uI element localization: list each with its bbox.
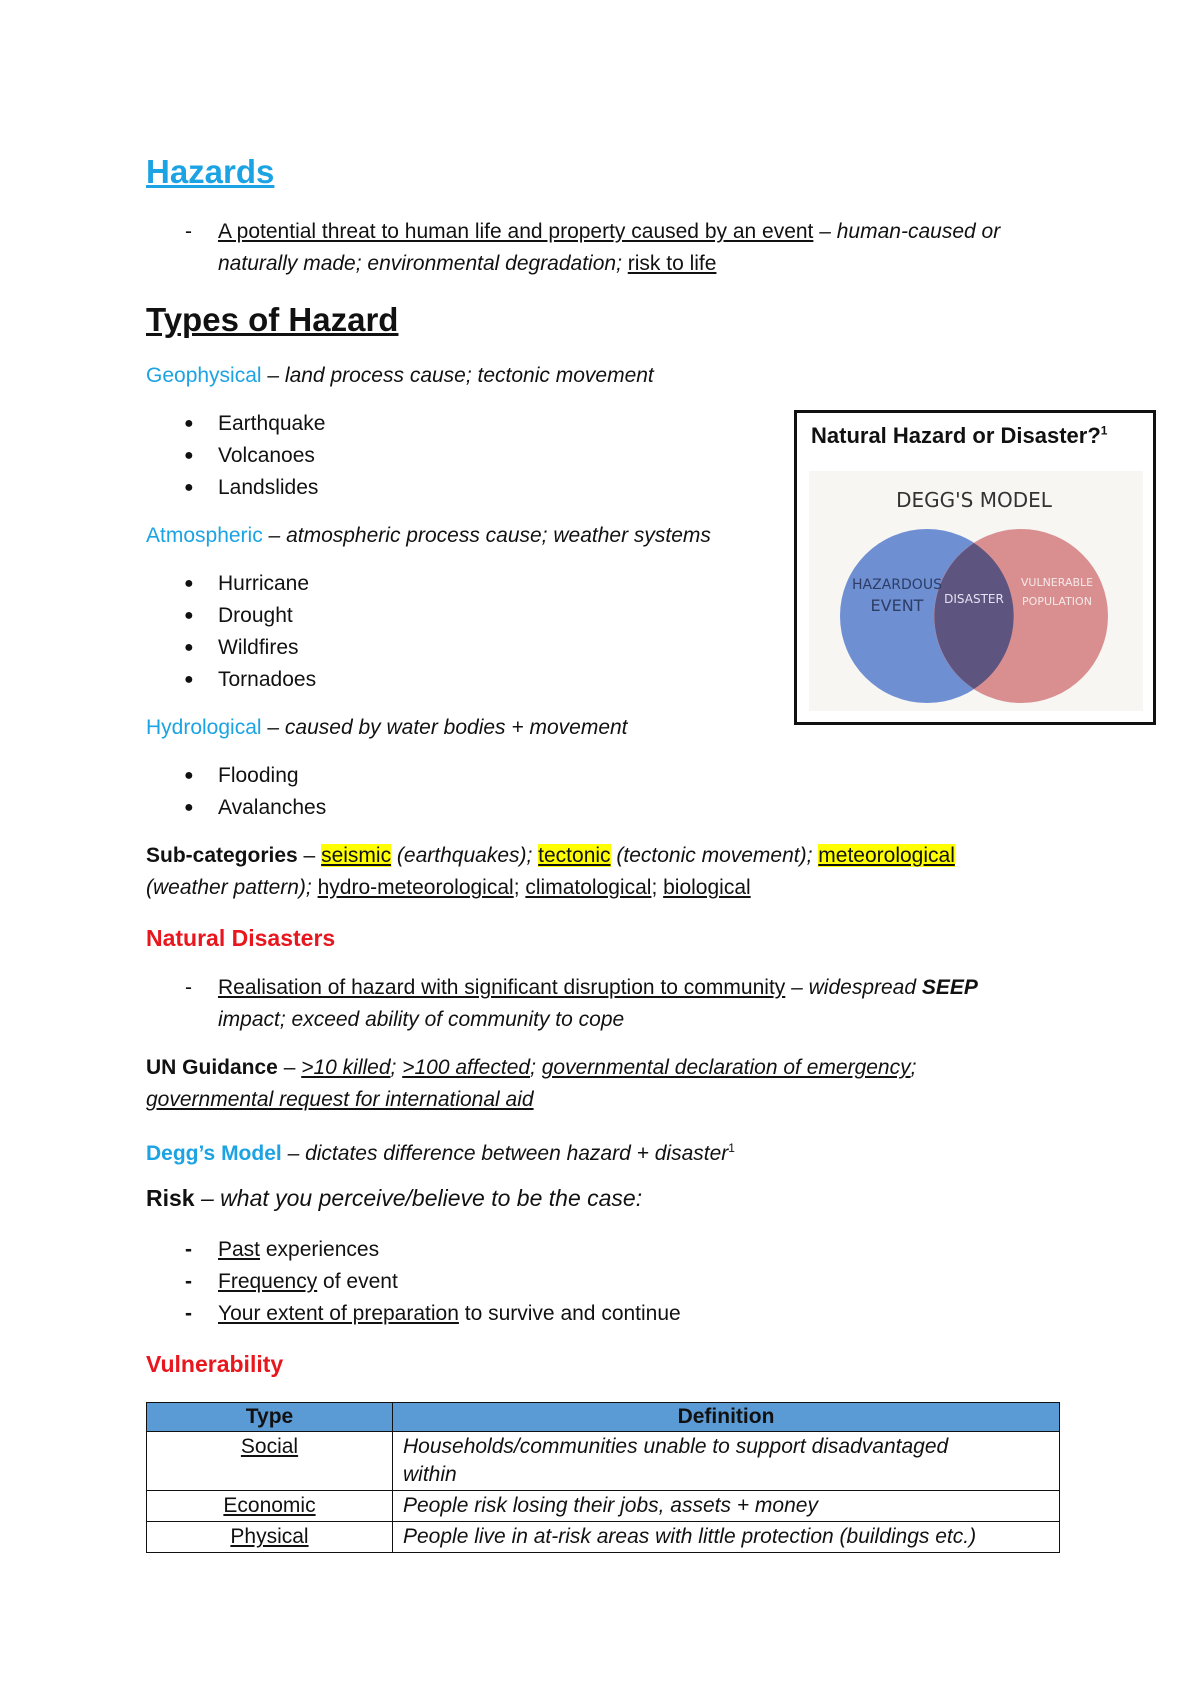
separator: – [277,1056,302,1079]
definition-line: within [403,1463,457,1486]
disaster-definition-rest: – widespread [785,976,922,999]
table-cell-type: Economic [147,1491,393,1522]
subcategories-label: Sub-categories [146,844,298,867]
un-criterion: governmental request for international aid [146,1088,534,1111]
meteorological-term: meteorological [818,844,955,867]
risk-item-key: Frequency [218,1270,318,1293]
vulnerability-table [146,1402,1060,1553]
table-row [147,1432,1060,1491]
separator: – [297,844,322,867]
list-item: Avalanches [218,796,327,819]
biological-term: biological [663,876,751,899]
bullet-icon: ● [184,799,194,816]
natural-disasters-heading: Natural Disasters [146,925,336,951]
weather-note: (weather pattern); [146,876,318,899]
atmospheric-label: Atmospheric [146,524,263,547]
risk-item-rest: of event [317,1270,398,1293]
bullet-icon: ● [184,607,194,624]
list-item [218,1300,681,1328]
bullet-icon: ● [184,575,194,592]
table-cell-type: Physical [147,1522,393,1553]
bullet-icon: ● [184,479,194,496]
hazards-definition-line2 [218,250,716,278]
table-cell-definition: People risk losing their jobs, assets + money [393,1491,1060,1522]
atmospheric-desc: – atmospheric process cause; weather systems [262,524,711,547]
list-item: Tornadoes [218,668,317,691]
footnote-ref: 1 [1100,423,1108,438]
seismic-note: (earthquakes); [391,844,539,867]
right-label-line2: POPULATION [1022,595,1092,608]
disaster-definition [218,974,978,1002]
risk-label: Risk [146,1185,195,1211]
list-item: Wildfires [218,636,299,659]
risk-item-key: Your extent of preparation [218,1302,459,1325]
risk-desc: – what you perceive/believe to be the case: [194,1185,643,1211]
dash-marker: - [185,220,192,243]
un-guidance-label: UN Guidance [146,1056,278,1079]
separator: ; [513,876,526,899]
deggs-model-label: Degg’s Model [146,1142,282,1165]
separator: ; [530,1056,542,1079]
right-label-line1: VULNERABLE [1020,576,1094,589]
geophysical-desc: – land process cause; tectonic movement [261,364,654,387]
list-item: Hurricane [218,572,310,595]
climatological-term: climatological [525,876,652,899]
hazards-definition-line2-text: naturally made; environmental degradation; [218,252,628,275]
list-item: Flooding [218,764,299,787]
venn-diagram [809,471,1143,711]
types-heading: Types of Hazard [146,301,399,338]
dash-marker: - [185,1270,192,1293]
separator: ; [910,1056,917,1079]
list-item: Earthquake [218,412,326,435]
list-item: Drought [218,604,293,627]
hazards-definition-underlined: A potential threat to human life and property caused by an event [218,220,814,243]
risk-to-life: risk to life [627,252,717,275]
list-item: Landslides [218,476,319,499]
deggs-model-line [146,1134,735,1168]
bullet-icon: ● [184,447,194,464]
disaster-definition-line2: impact; exceed ability of community to cope [218,1008,625,1031]
risk-line [146,1184,642,1212]
dash-marker: - [185,1302,192,1325]
table-cell-definition [393,1432,1060,1491]
seep-term: SEEP [921,976,978,999]
bullet-icon: ● [184,671,194,688]
left-label-line2: EVENT [870,596,924,615]
list-item [218,1236,379,1264]
figure-title [811,423,1107,449]
list-item [218,1268,398,1296]
left-label-line1: HAZARDOUS [852,577,942,593]
hydrological-label: Hydrological [146,716,262,739]
hazards-heading: Hazards [146,153,275,190]
footnote-ref: 1 [728,1141,735,1155]
disaster-definition-underlined: Realisation of hazard with significant disruption to community [218,976,786,999]
un-criterion: >10 killed [301,1056,391,1079]
table-row [147,1522,1060,1553]
tectonic-note: (tectonic movement); [610,844,819,867]
model-title: DEGG'S MODEL [896,488,1052,512]
atmospheric-line [146,522,711,550]
center-label: DISASTER [944,592,1004,606]
table-cell-type: Social [147,1432,393,1491]
table-cell-definition: People live in at-risk areas with little protection (buildings etc.) [393,1522,1060,1553]
dash-marker: - [185,1238,192,1261]
hazards-definition-rest: – human-caused or [813,220,1001,243]
tectonic-term: tectonic [538,844,611,867]
hydrological-line [146,714,628,742]
bullet-icon: ● [184,415,194,432]
column-header: Type [147,1403,393,1432]
seismic-term: seismic [321,844,392,867]
vulnerability-heading: Vulnerability [146,1351,284,1377]
table-row [147,1491,1060,1522]
subcategories-line2 [146,874,751,902]
column-header: Definition [393,1403,1060,1432]
un-criterion: governmental declaration of emergency [541,1056,911,1079]
dash-marker: - [185,976,192,999]
bullet-icon: ● [184,767,194,784]
un-guidance-line [146,1054,916,1082]
hydrological-desc: – caused by water bodies + movement [261,716,628,739]
figure-title-text: Natural Hazard or Disaster? [811,423,1101,448]
bullet-icon: ● [184,639,194,656]
hazards-definition [218,218,1000,246]
un-criterion: >100 affected [402,1056,531,1079]
risk-item-key: Past [218,1238,261,1261]
list-item: Volcanoes [218,444,315,467]
subcategories-line [146,842,955,870]
deggs-model-figure [794,410,1156,725]
definition-line: Households/communities unable to support disadvantaged [403,1435,949,1458]
table-header-row [147,1403,1060,1432]
risk-item-rest: experiences [260,1238,380,1261]
separator: ; [651,876,664,899]
risk-item-rest: to survive and continue [458,1302,681,1325]
hydro-term: hydro-meteorological [317,876,514,899]
geophysical-line [146,362,654,390]
separator: ; [390,1056,403,1079]
geophysical-label: Geophysical [146,364,262,387]
deggs-model-desc: – dictates difference between hazard + disaster [281,1142,729,1165]
